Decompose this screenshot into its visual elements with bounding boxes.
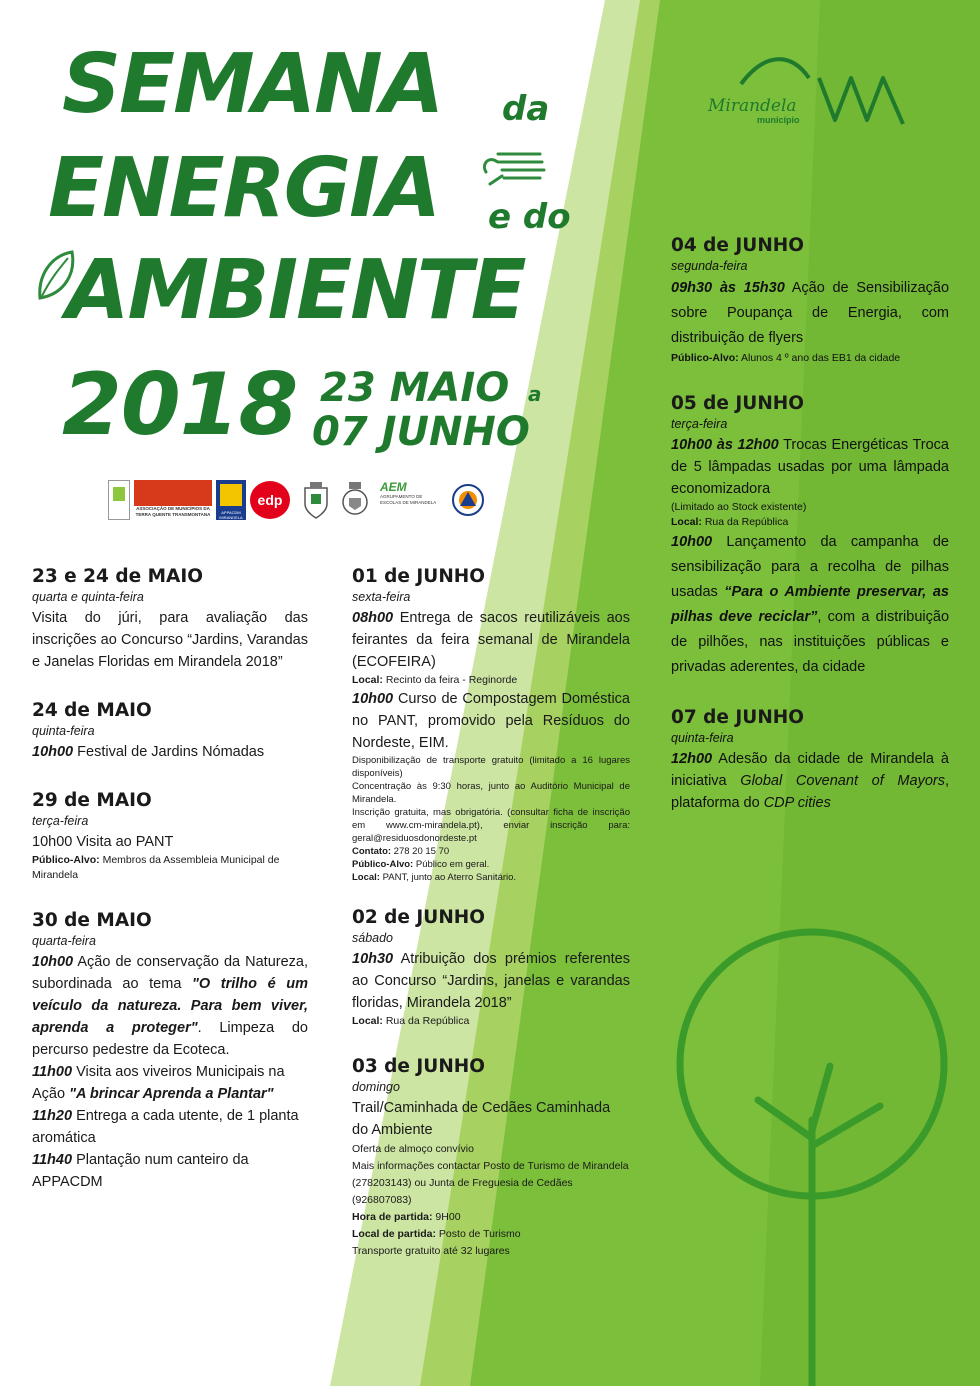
event-02-junho bbox=[352, 906, 630, 1029]
event-location: Local: Rua da República bbox=[671, 516, 789, 528]
event-date: 02 de JUNHO bbox=[352, 907, 486, 928]
crest-icon bbox=[340, 480, 370, 520]
partner-appacdm-label: APPACDM MIRANDELA bbox=[219, 510, 243, 520]
event-day: quarta-feira bbox=[32, 934, 96, 948]
event-date: 07 de JUNHO bbox=[671, 707, 805, 728]
partner-logo-edp bbox=[250, 481, 290, 519]
title-date-end: 07 JUNHO bbox=[312, 409, 530, 455]
event-date: 30 de MAIO bbox=[32, 910, 152, 931]
event-location: Local: Recinto da feira - Reginorde bbox=[352, 674, 518, 686]
event-text-1: 10h00 às 12h00 Trocas Energéticas Troca de 5 lâmpadas usadas por uma lâmpada economizadora bbox=[671, 437, 949, 497]
event-03-junho bbox=[352, 1055, 630, 1260]
event-24-maio bbox=[32, 699, 308, 763]
title-energia: ENERGIA bbox=[48, 141, 440, 236]
brand-sub: município bbox=[757, 115, 800, 125]
event-05-junho bbox=[671, 392, 949, 680]
title-year: 2018 bbox=[62, 355, 298, 455]
lightbulb-icon bbox=[480, 144, 550, 194]
brand-name: Mirandela bbox=[708, 96, 797, 116]
left-column bbox=[32, 565, 308, 1193]
event-04-junho bbox=[671, 234, 949, 366]
event-text-1: 08h00 Entrega de sacos reutilizáveis aos feirantes da feira semanal de Mirandela (ECOFEIRA) bbox=[352, 610, 630, 670]
event-audience: Público-Alvo: Membros da Assembleia Municipal de Mirandela bbox=[32, 854, 280, 881]
event-note: Inscrição gratuita, mas obrigatória. (consultar ficha de inscrição em www.cm-mirandela.pt), enviar inscrição para: geral@residuosdonordeste.pt bbox=[352, 807, 630, 844]
event-date: 01 de JUNHO bbox=[352, 566, 486, 587]
event-day: segunda-feira bbox=[671, 259, 748, 273]
event-29-maio bbox=[32, 789, 308, 883]
event-text: Visita do júri, para avaliação das inscrições ao Concurso “Jardins, Varandas e Janelas Floridas em Mirandela 2018” bbox=[32, 610, 308, 670]
event-07-junho bbox=[671, 706, 949, 814]
partner-edp-label: edp bbox=[257, 492, 283, 508]
right-column bbox=[671, 234, 949, 814]
event-text-1: 10h00 Ação de conservação da Natureza, subordinada ao tema "O trilho é um veículo da natureza. Para bem viver, aprenda a proteger". Limpeza do percurso pedestre da Ecoteca. bbox=[32, 954, 308, 1058]
event-day: sexta-feira bbox=[352, 590, 411, 604]
event-day: terça-feira bbox=[32, 814, 89, 828]
event-day: domingo bbox=[352, 1080, 400, 1094]
event-23-24-maio bbox=[32, 565, 308, 673]
leaf-icon bbox=[32, 246, 82, 306]
event-day: quinta-feira bbox=[32, 724, 95, 738]
partner-assoc-label: ASSOCIAÇÃO DE MUNICÍPIOS DA TERRA QUENTE TRANSMONTANA bbox=[135, 506, 211, 517]
event-departure: Hora de partida: 9H00 bbox=[352, 1211, 461, 1223]
event-date: 23 e 24 de MAIO bbox=[32, 566, 203, 587]
title-semana: SEMANA bbox=[62, 37, 443, 132]
event-text: 12h00 Adesão da cidade de Mirandela à iniciativa Global Covenant of Mayors, plataforma do CDP cities bbox=[671, 751, 949, 811]
partner-logo-appacdm bbox=[216, 480, 246, 520]
event-text-3: 11h20 Entrega a cada utente, de 1 planta aromática bbox=[32, 1108, 299, 1146]
crest-icon bbox=[302, 480, 330, 520]
event-text-2: 11h00 Visita aos viveiros Municipais na Ação "A brincar Aprenda a Plantar" bbox=[32, 1064, 285, 1102]
title-e-do: e do bbox=[488, 197, 571, 237]
event-departure-place: Local de partida: Posto de Turismo bbox=[352, 1228, 521, 1240]
title-da: da bbox=[502, 89, 550, 129]
event-date: 04 de JUNHO bbox=[671, 235, 805, 256]
event-day: quinta-feira bbox=[671, 731, 734, 745]
partner-logo-1 bbox=[108, 480, 130, 520]
event-text-4: 11h40 Plantação num canteiro da APPACDM bbox=[32, 1152, 249, 1190]
event-note: Mais informações contactar Posto de Turismo de Mirandela (278203143) ou Junta de Freguesia de Cedães (926807083) bbox=[352, 1160, 629, 1206]
event-date: 05 de JUNHO bbox=[671, 393, 805, 414]
middle-column bbox=[352, 565, 630, 1260]
event-note: Transporte gratuito até 32 lugares bbox=[352, 1245, 510, 1257]
partner-logo-protecao-civil bbox=[451, 480, 485, 520]
event-date: 29 de MAIO bbox=[32, 790, 152, 811]
event-audience: Público-Alvo: Alunos 4 º ano das EB1 da cidade bbox=[671, 352, 901, 364]
event-text: 10h00 Festival de Jardins Nómadas bbox=[32, 744, 265, 760]
event-30-maio bbox=[32, 909, 308, 1193]
event-date: 03 de JUNHO bbox=[352, 1056, 486, 1077]
event-note: (Limitado ao Stock existente) bbox=[671, 501, 807, 513]
event-text: 10h00 Visita ao PANT bbox=[32, 834, 174, 850]
civil-protection-icon bbox=[451, 480, 485, 520]
title-date-a: a bbox=[528, 382, 542, 406]
event-text-2: 10h00 Lançamento da campanha de sensibilização para a recolha de pilhas usadas “Para o Ambiente preservar, as pilhas deve reciclar”, com a distribuição de pilhões, nas instituições públicas e privadas aderentes, da cidade bbox=[671, 534, 950, 675]
event-text: 10h30 Atribuição dos prémios referentes ao Concurso “Jardins, janelas e varandas floridas, Mirandela 2018” bbox=[352, 951, 630, 1011]
event-01-junho bbox=[352, 565, 630, 884]
event-location: Local: PANT, junto ao Aterro Sanitário. bbox=[352, 872, 517, 883]
event-contact: Contato: 278 20 15 70 bbox=[352, 846, 450, 857]
event-text-2: 10h00 Curso de Compostagem Doméstica no PANT, promovido pela Resíduos do Nordeste, EIM. bbox=[352, 691, 630, 751]
partner-logo-assoc bbox=[134, 480, 212, 520]
event-day: sábado bbox=[352, 931, 394, 945]
partner-agrup-label: AGRUPAMENTO DE ESCOLAS DE MIRANDELA bbox=[380, 494, 437, 505]
partner-logo-crest-2 bbox=[340, 480, 370, 520]
event-note: Concentração às 9:30 horas, junto ao Auditório Municipal de Mirandela. bbox=[352, 781, 630, 805]
event-note: Disponibilização de transporte gratuito (limitado a 16 lugares disponíveis) bbox=[352, 755, 630, 779]
event-date: 24 de MAIO bbox=[32, 700, 152, 721]
title-ambiente: AMBIENTE bbox=[66, 243, 525, 338]
event-day: quarta e quinta-feira bbox=[32, 590, 144, 604]
title-date-start: 23 MAIO bbox=[320, 365, 510, 411]
event-text: Trail/Caminhada de Cedães Caminhada do Ambiente bbox=[352, 1100, 611, 1138]
event-text: 09h30 às 15h30 Ação de Sensibilização sobre Poupança de Energia, com distribuição de flyers bbox=[671, 280, 950, 346]
event-audience: Público-Alvo: Público em geral. bbox=[352, 859, 490, 870]
tree-icon bbox=[670, 920, 960, 1386]
event-day: terça-feira bbox=[671, 417, 728, 431]
partner-logo-crest-1 bbox=[302, 480, 330, 520]
event-note: Oferta de almoço convívio bbox=[352, 1143, 474, 1155]
partner-aem-label: AEM bbox=[380, 480, 407, 494]
event-location: Local: Rua da República bbox=[352, 1015, 470, 1027]
partner-logo-aem bbox=[380, 480, 442, 520]
